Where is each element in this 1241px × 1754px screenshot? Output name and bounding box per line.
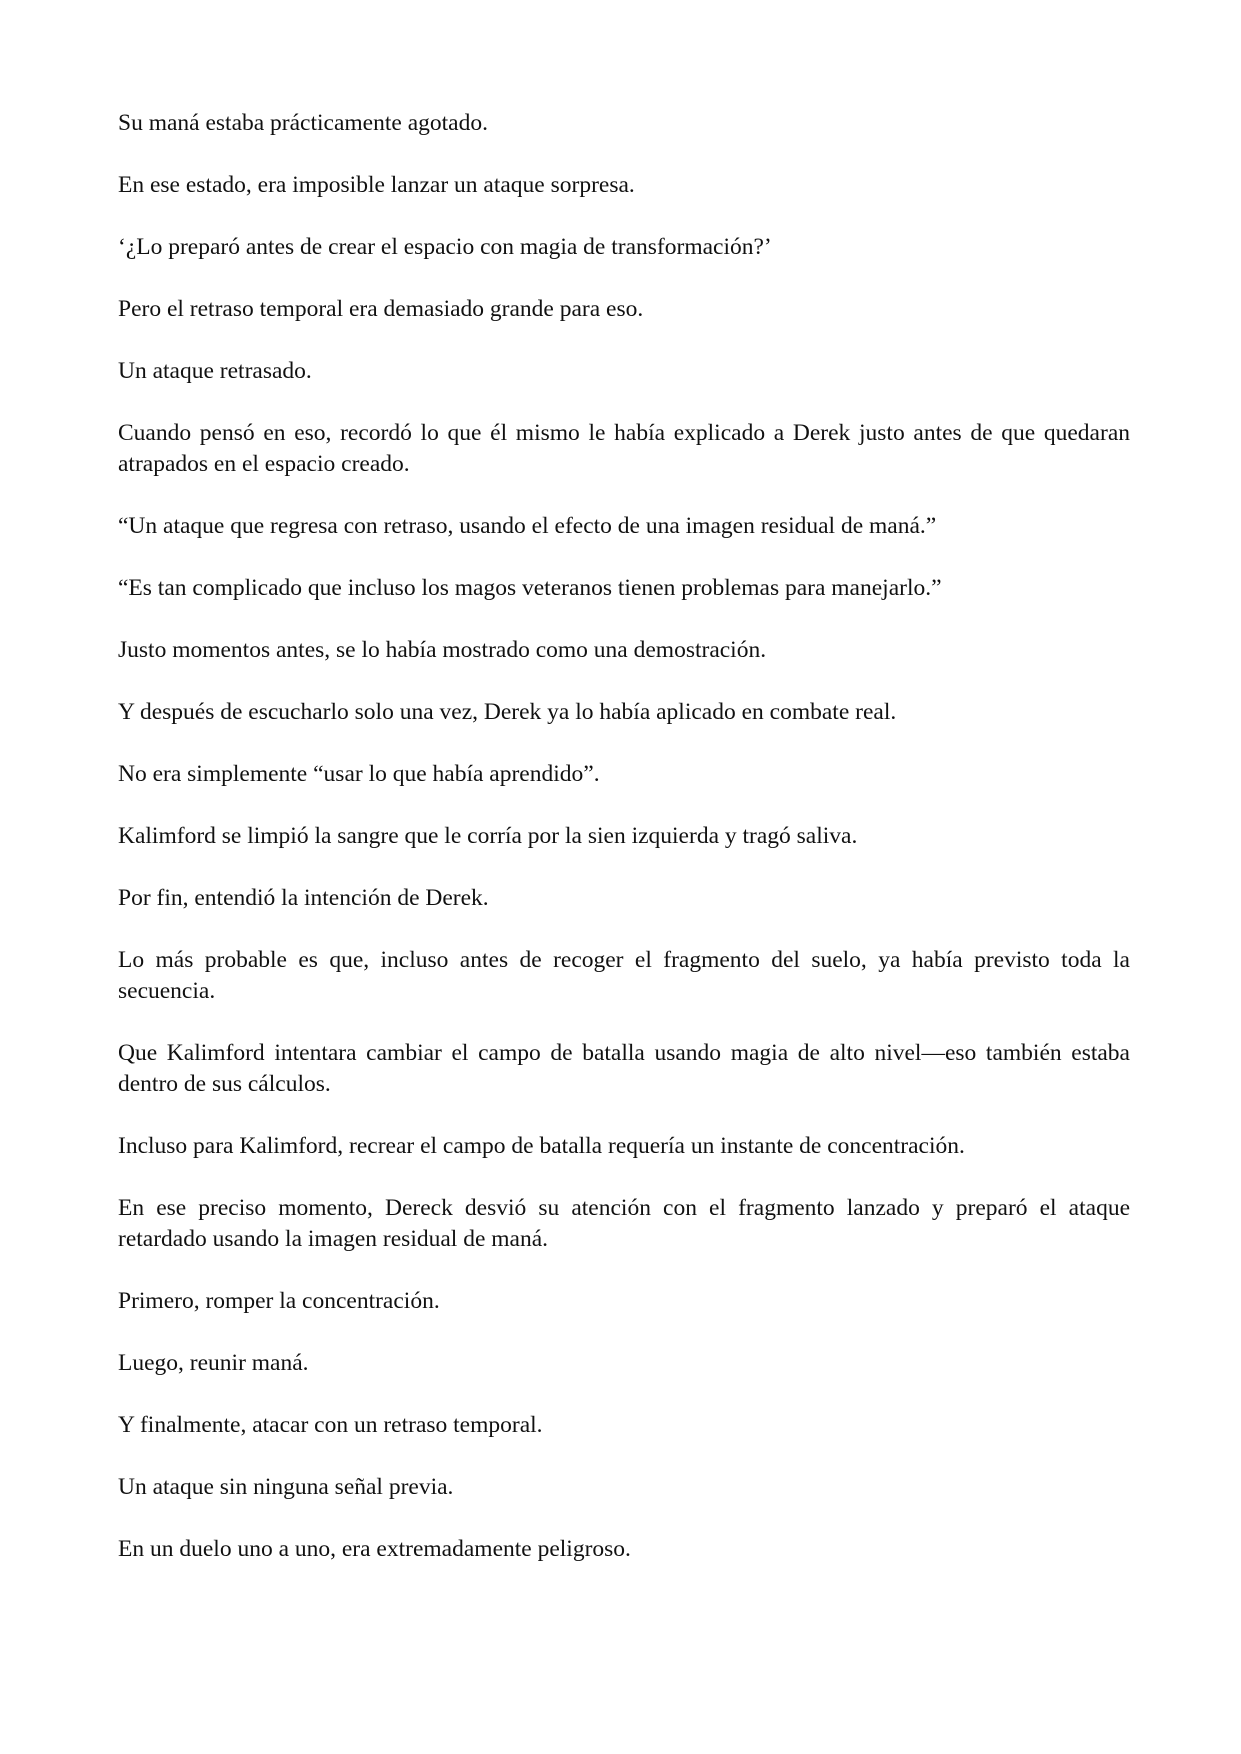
paragraph-3: ‘¿Lo preparó antes de crear el espacio con magia de transformación?’: [118, 234, 772, 260]
paragraph-13: Por fin, entendió la intención de Derek.: [118, 885, 489, 911]
paragraph-1: Su maná estaba prácticamente agotado.: [118, 110, 488, 136]
paragraph-2: En ese estado, era imposible lanzar un ataque sorpresa.: [118, 172, 635, 198]
paragraph-17: En ese preciso momento, Dereck desvió su atención con el fragmento lanzado y preparó el ataque retardado usando la imagen residual de maná.: [118, 1195, 1130, 1252]
paragraph-10: Y después de escucharlo solo una vez, Derek ya lo había aplicado en combate real.: [118, 699, 897, 725]
paragraph-5: Un ataque retrasado.: [118, 358, 312, 384]
paragraph-22: En un duelo uno a uno, era extremadamente peligroso.: [118, 1536, 631, 1562]
paragraph-15: Que Kalimford intentara cambiar el campo de batalla usando magia de alto nivel—eso también estaba dentro de sus cálculos.: [118, 1040, 1130, 1097]
paragraph-4: Pero el retraso temporal era demasiado grande para eso.: [118, 296, 644, 322]
paragraph-12: Kalimford se limpió la sangre que le corría por la sien izquierda y tragó saliva.: [118, 823, 858, 849]
paragraph-18: Primero, romper la concentración.: [118, 1288, 440, 1314]
paragraph-16: Incluso para Kalimford, recrear el campo de batalla requería un instante de concentración.: [118, 1133, 965, 1159]
paragraph-7: “Un ataque que regresa con retraso, usando el efecto de una imagen residual de maná.”: [118, 513, 937, 539]
paragraph-21: Un ataque sin ninguna señal previa.: [118, 1474, 454, 1500]
document-page: [118, 108, 1130, 1565]
paragraph-11: No era simplemente “usar lo que había aprendido”.: [118, 761, 600, 787]
paragraph-6: Cuando pensó en eso, recordó lo que él mismo le había explicado a Derek justo antes de que quedaran atrapados en el espacio creado.: [118, 420, 1130, 477]
paragraph-19: Luego, reunir maná.: [118, 1350, 309, 1376]
paragraph-8: “Es tan complicado que incluso los magos veteranos tienen problemas para manejarlo.”: [118, 575, 942, 601]
paragraph-20: Y finalmente, atacar con un retraso temporal.: [118, 1412, 543, 1438]
paragraph-14: Lo más probable es que, incluso antes de recoger el fragmento del suelo, ya había previsto toda la secuencia.: [118, 947, 1130, 1004]
paragraph-9: Justo momentos antes, se lo había mostrado como una demostración.: [118, 637, 767, 663]
